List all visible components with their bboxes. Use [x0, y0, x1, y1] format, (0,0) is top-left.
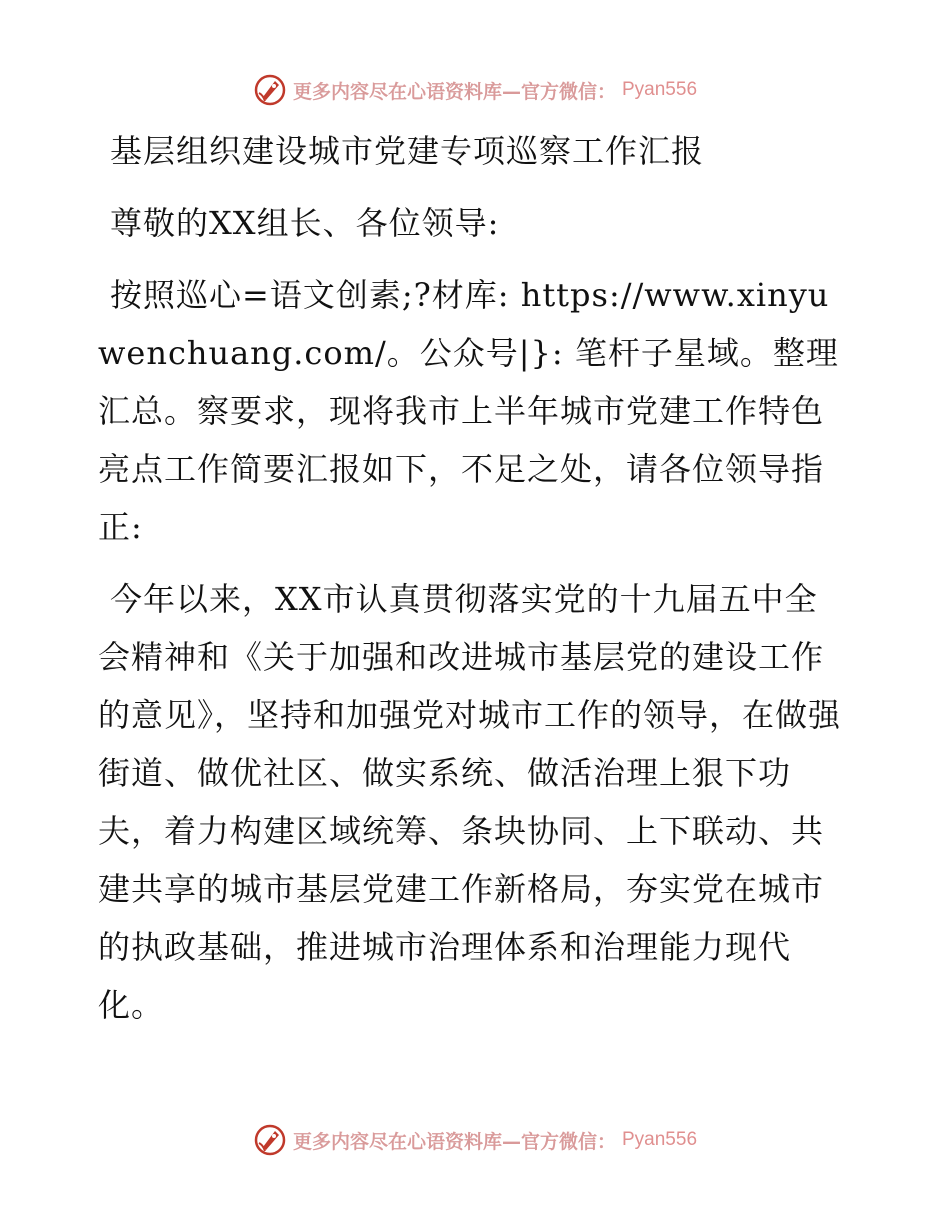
pen-nib-logo-icon: [253, 1123, 287, 1157]
salutation: 尊敬的XX组长、各位领导:: [110, 204, 500, 242]
document-body: [98, 122, 850, 1048]
document-title: 基层组织建设城市党建专项巡察工作汇报: [110, 132, 705, 170]
pen-nib-logo-icon: [253, 73, 287, 107]
header-banner: [0, 70, 950, 110]
header-wechat-id: Pyan556: [622, 79, 698, 100]
paragraph-2: 今年以来，XX市认真贯彻落实党的十九届五中全会精神和《关于加强和改进城市基层党的建设工作的意见》，坚持和加强党对城市工作的领导，在做强街道、做优社区、做实系统、做活治理上狠下功夫，着力构建区域统筹、条块协同、上下联动、共建共享的城市基层党建工作新格局，夯实党在城市的执政基础，推进城市治理体系和治理能力现代化。: [98, 580, 842, 1024]
footer-banner: [0, 1120, 950, 1160]
header-banner-text: 更多内容尽在心语资料库—官方微信：: [292, 80, 616, 103]
footer-banner-text: 更多内容尽在心语资料库—官方微信：: [292, 1130, 616, 1153]
footer-wechat-id: Pyan556: [622, 1129, 698, 1150]
paragraph-1: 按照巡心=语文创素;?材库: https://www.xinyuwenchuang.com/。公众号|}: 笔杆子星域。整理汇总。察要求，现将我市上半年城市党建工作特色亮点工作简要汇报如下，不足之处，请各位领导指正:: [98, 276, 839, 546]
